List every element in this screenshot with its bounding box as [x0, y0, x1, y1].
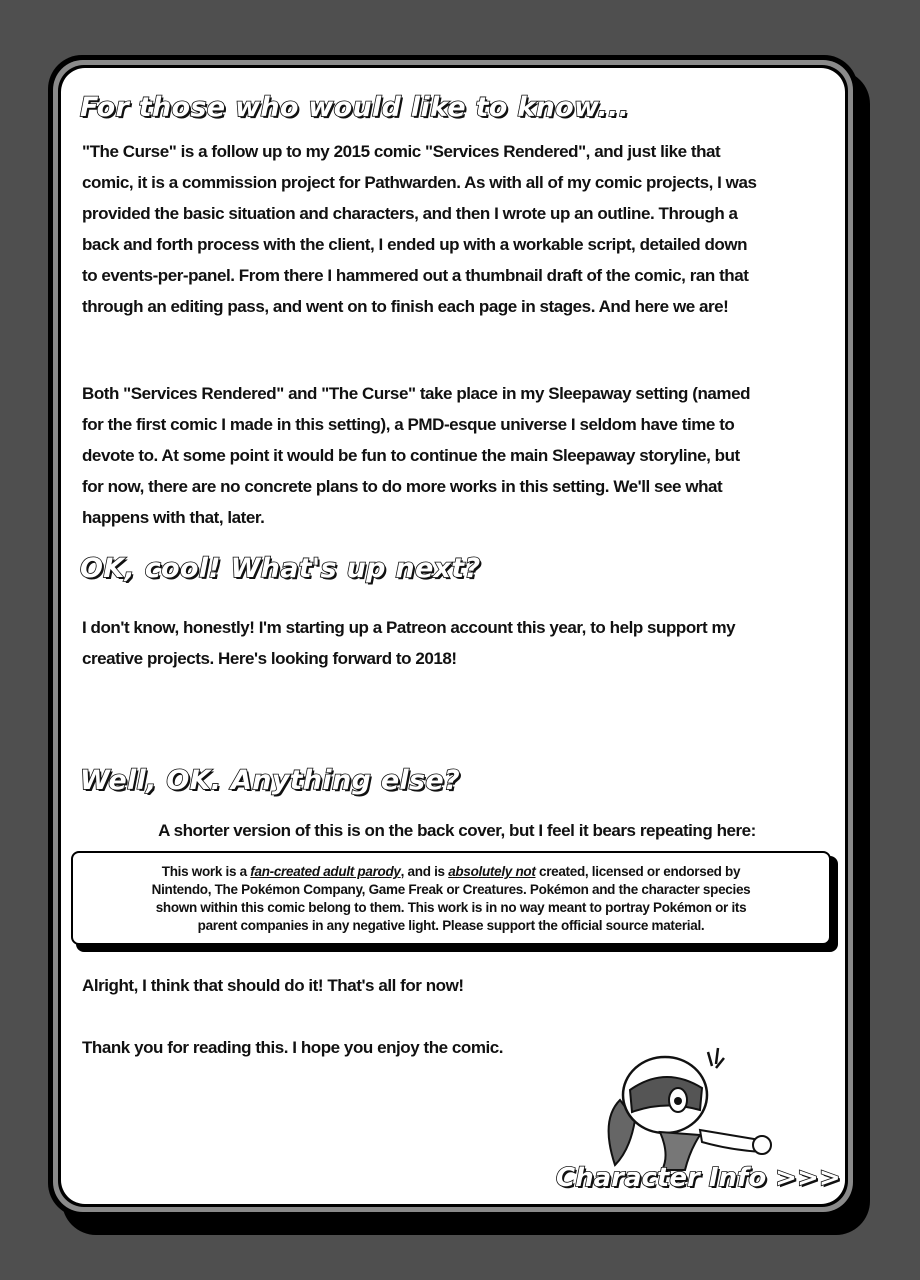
paragraph-about-comic: "The Curse" is a follow up to my 2015 comic "Services Rendered", and just like that comic, it is a commission project for Pathwarden. As with all of my comic projects, I was provided the basic situation and characters, and then I wrote up an outline. Through a back and forth process with the client, I ended up with a workable script, detailed down to events-per-panel. From there I hammered out a thumbnail draft of the comic, ran that through an editing pass, and went on to finish each page in stages. And here we are! [82, 142, 757, 316]
heading-whats-next: OK, cool! What's up next? [80, 553, 481, 584]
heading-anything-else: Well, OK. Anything else? [80, 765, 460, 796]
character-illustration [590, 1040, 790, 1180]
character-info-link[interactable]: Character Info >>> [556, 1163, 841, 1193]
closing-line-2: Thank you for reading this. I hope you enjoy the comic. [82, 1038, 504, 1057]
closing-line-1: Alright, I think that should do it! That's all for now! [82, 976, 464, 995]
disclaimer-box: This work is a fan-created adult parody, and is absolutely not created, licensed or endorsed by Nintendo, The Pokémon Company, Game Freak or Creatures. Pokémon and the character species shown within this comic belong to them. This work is in no way meant to portray Pokémon or its parent companies in any negative light. Please support the official source material. [71, 851, 831, 945]
disclaimer-intro: A shorter version of this is on the back cover, but I feel it bears repeating here: [158, 821, 756, 840]
paragraph-setting: Both "Services Rendered" and "The Curse" take place in my Sleepaway setting (named for the first comic I made in this setting), a PMD-esque universe I seldom have time to devote to. At some point it would be fun to continue the main Sleepaway storyline, but for now, there are no concrete plans to do more works in this setting. We'll see what happens with that, later. [82, 384, 751, 527]
paragraph-next: I don't know, honestly! I'm starting up a Patreon account this year, to help support my creative projects. Here's looking forward to 2018! [82, 618, 736, 668]
heading-for-those: For those who would like to know... [80, 92, 630, 123]
